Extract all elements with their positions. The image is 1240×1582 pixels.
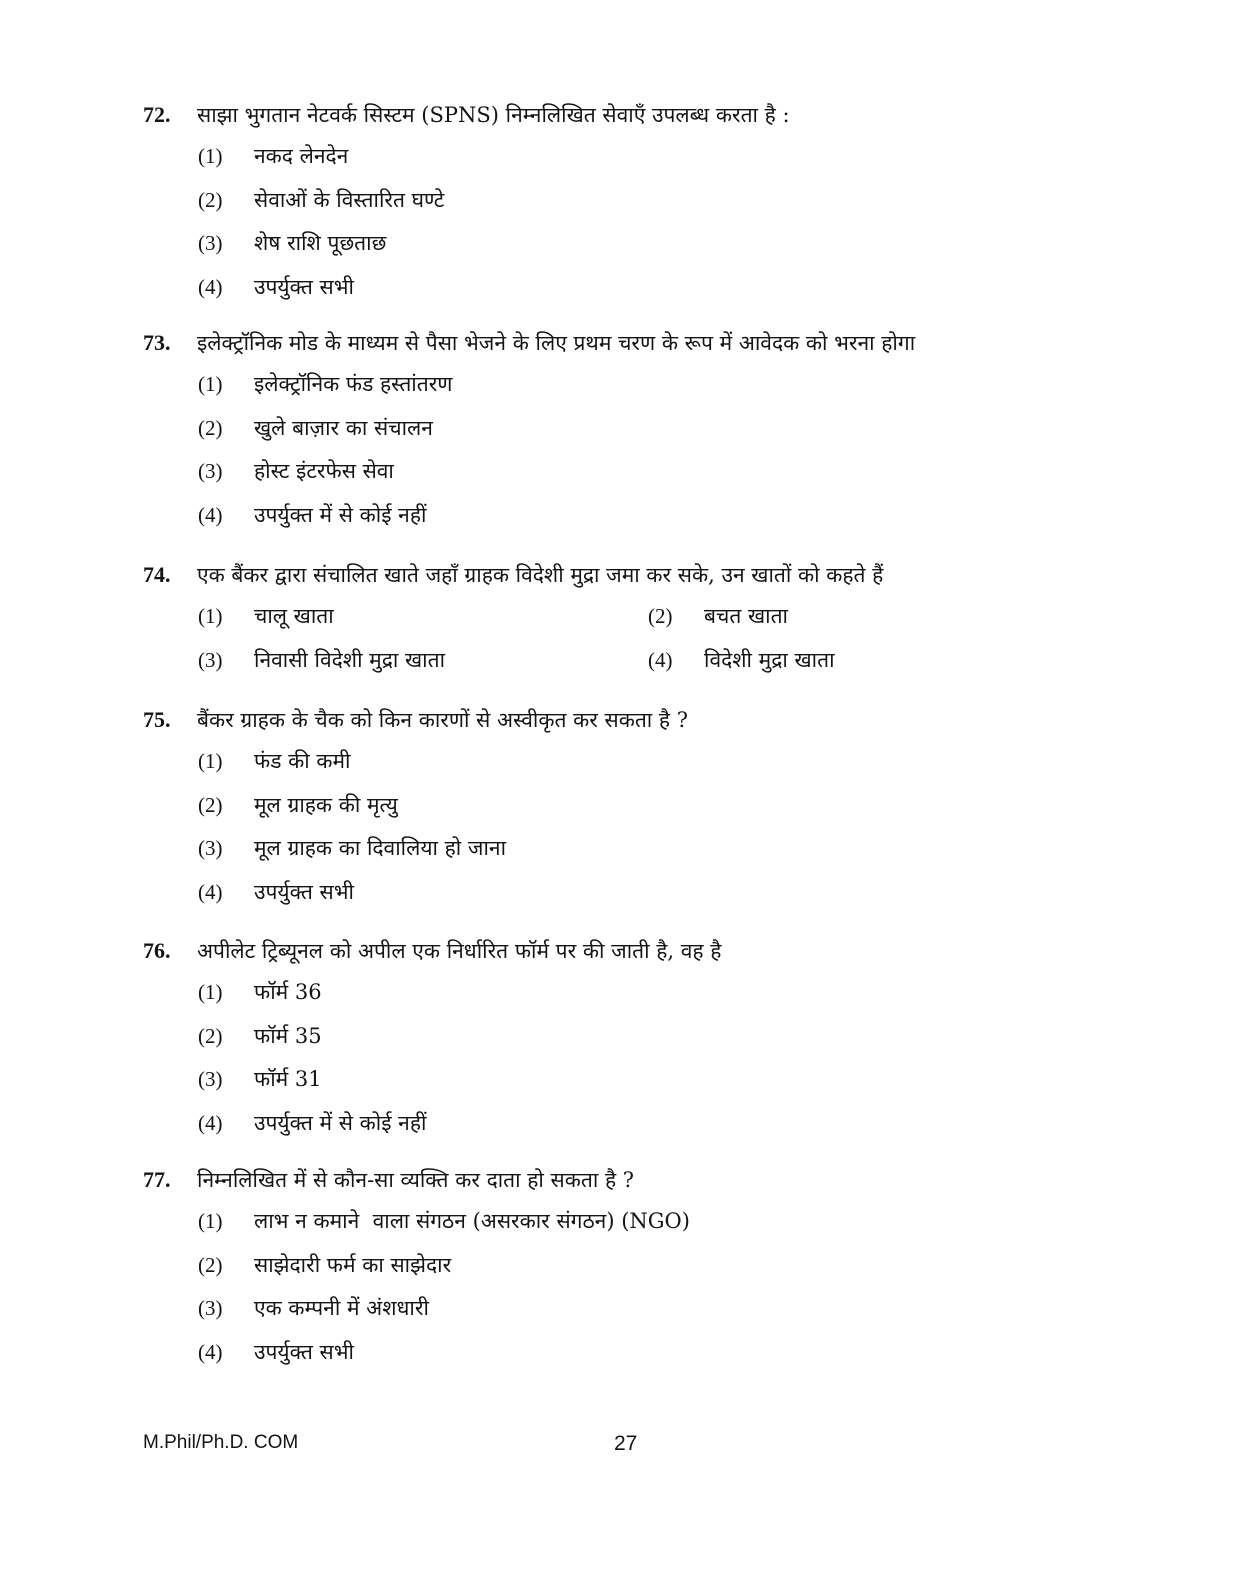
option-4 <box>143 1102 1143 1146</box>
option-text: होस्ट इंटरफेस सेवा <box>254 459 394 483</box>
option-2 <box>143 784 1143 828</box>
option-4 <box>143 266 1143 310</box>
option-2 <box>143 1015 1143 1059</box>
question-number: 74. <box>143 562 171 587</box>
question-74 <box>143 555 1143 682</box>
option-text: फॉर्म 35 <box>254 1023 322 1048</box>
option-2 <box>143 179 1143 223</box>
option-number: (1) <box>198 372 223 396</box>
option-3 <box>143 450 1143 494</box>
option-number: (3) <box>198 231 223 255</box>
option-number: (1) <box>198 980 223 1004</box>
option-text: उपर्युक्त सभी <box>254 879 354 904</box>
option-text: विदेशी मुद्रा खाता <box>704 647 835 672</box>
page-number: 27 <box>614 1432 638 1455</box>
question-text: एक बैंकर द्वारा संचालित खाते जहाँ ग्राहक विदेशी मुद्रा जमा कर सके, उन खातों को कहते हैं <box>197 563 884 587</box>
option-4 <box>143 494 1143 538</box>
option-text: लाभ न कमाने वाला संगठन (असरकार संगठन) (NGO) <box>254 1209 690 1233</box>
question-text: इलेक्ट्रॉनिक मोड के माध्यम से पैसा भेजने के लिए प्रथम चरण के रूप में आवेदक को भरना होगा <box>197 331 916 355</box>
option-text: नकद लेनदेन <box>254 144 349 168</box>
option-text: उपर्युक्त सभी <box>254 1339 354 1364</box>
question-stem <box>143 931 1143 971</box>
question-73 <box>143 323 1143 537</box>
question-stem <box>143 95 1143 135</box>
option-1 <box>143 1200 1143 1244</box>
option-4 <box>143 871 1143 915</box>
option-number: (4) <box>198 274 223 299</box>
option-3 <box>143 1287 1143 1331</box>
question-77 <box>143 1160 1143 1374</box>
option-text: निवासी विदेशी मुद्रा खाता <box>254 647 446 672</box>
option-text: इलेक्ट्रॉनिक फंड हस्तांतरण <box>254 372 453 396</box>
option-3 <box>143 1058 1143 1102</box>
option-number: (3) <box>198 836 223 860</box>
question-number: 75. <box>143 707 171 732</box>
option-number: (2) <box>198 187 223 212</box>
option-number: (1) <box>198 1209 223 1233</box>
option-text: फॉर्म 36 <box>254 980 322 1004</box>
question-text: बैंकर ग्राहक के चैक को किन कारणों से अस्वीकृत कर सकता है ? <box>197 708 689 732</box>
option-text: खुले बाज़ार का संचालन <box>254 415 433 440</box>
option-number: (2) <box>198 1252 223 1277</box>
option-text: बचत खाता <box>704 604 788 628</box>
option-row-2 <box>143 639 1143 683</box>
option-2 <box>143 1244 1143 1288</box>
option-number: (4) <box>198 1339 223 1364</box>
option-text: फॉर्म 31 <box>254 1067 322 1091</box>
option-text: फंड की कमी <box>254 749 351 773</box>
option-1 <box>143 740 1143 784</box>
question-stem <box>143 323 1143 363</box>
option-number: (3) <box>198 1296 223 1320</box>
option-number: (4) <box>648 647 673 672</box>
option-number: (2) <box>198 1023 223 1048</box>
question-text: साझा भुगतान नेटवर्क सिस्टम (SPNS) निम्नलिखित सेवाएँ उपलब्ध करता है : <box>197 103 790 127</box>
option-text: मूल ग्राहक का दिवालिया हो जाना <box>254 836 507 860</box>
option-1 <box>143 363 1143 407</box>
option-text: उपर्युक्त सभी <box>254 274 354 299</box>
option-number: (3) <box>198 459 223 483</box>
option-number: (1) <box>198 749 223 773</box>
option-3 <box>143 827 1143 871</box>
option-number: (2) <box>198 792 223 817</box>
option-number: (3) <box>198 647 223 672</box>
option-number: (3) <box>198 1067 223 1091</box>
option-number: (2) <box>198 415 223 440</box>
question-number: 76. <box>143 938 171 963</box>
option-number: (4) <box>198 502 223 527</box>
option-row-1 <box>143 595 1143 639</box>
question-number: 72. <box>143 102 171 127</box>
option-text: साझेदारी फर्म का साझेदार <box>254 1252 452 1277</box>
option-text: उपर्युक्त में से कोई नहीं <box>254 502 427 527</box>
option-text: एक कम्पनी में अंशधारी <box>254 1296 429 1320</box>
option-4 <box>143 1331 1143 1375</box>
option-text: शेष राशि पूछताछ <box>254 231 387 255</box>
footer-course-code: M.Phil/Ph.D. COM <box>143 1432 299 1453</box>
question-number: 77. <box>143 1167 171 1192</box>
question-75 <box>143 700 1143 914</box>
option-text: सेवाओं के विस्तारित घण्टे <box>254 187 445 212</box>
question-text: अपीलेट ट्रिब्यूनल को अपील एक निर्धारित फॉर्म पर की जाती है, वह है <box>197 939 722 963</box>
option-text: उपर्युक्त में से कोई नहीं <box>254 1110 427 1135</box>
option-number: (1) <box>198 604 223 628</box>
question-number: 73. <box>143 330 171 355</box>
option-text: मूल ग्राहक की मृत्यु <box>254 792 398 817</box>
option-number: (4) <box>198 1110 223 1135</box>
question-76 <box>143 931 1143 1145</box>
option-1 <box>143 971 1143 1015</box>
question-stem <box>143 1160 1143 1200</box>
option-2 <box>143 407 1143 451</box>
option-3 <box>143 222 1143 266</box>
question-stem <box>143 555 1143 595</box>
option-number: (2) <box>648 604 673 628</box>
question-stem <box>143 700 1143 740</box>
option-number: (1) <box>198 144 223 168</box>
question-text: निम्नलिखित में से कौन-सा व्यक्ति कर दाता हो सकता है ? <box>197 1168 635 1192</box>
question-72 <box>143 95 1143 309</box>
option-text: चालू खाता <box>254 604 334 628</box>
option-number: (4) <box>198 879 223 904</box>
option-1 <box>143 135 1143 179</box>
